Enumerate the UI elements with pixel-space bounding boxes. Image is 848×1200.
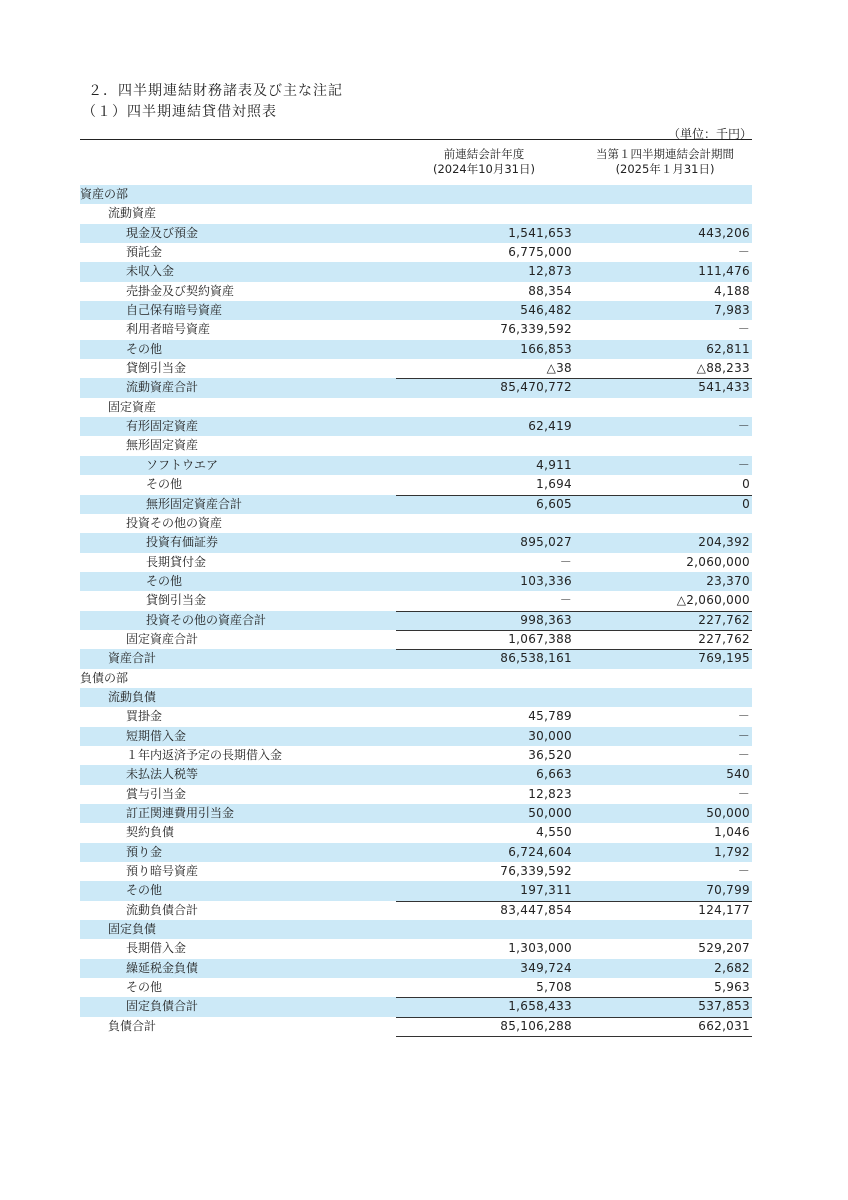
- previous-period-value: 50,000: [528, 806, 572, 820]
- column-header-previous: [396, 147, 572, 177]
- previous-period-value: 103,336: [520, 573, 572, 588]
- table-row: [80, 572, 752, 591]
- previous-period-value: 6,775,000: [508, 245, 572, 260]
- table-row: [80, 727, 752, 746]
- row-label: 固定負債合計: [126, 999, 199, 1014]
- row-label: 負債合計: [108, 1018, 157, 1033]
- current-period-value: 50,000: [706, 806, 750, 820]
- current-period-value: 1,792: [714, 844, 750, 859]
- table-row: [80, 901, 752, 920]
- current-period-value: 124,177: [698, 902, 750, 917]
- row-label: 利用者暗号資産: [126, 322, 211, 337]
- current-period-value: 443,206: [698, 225, 750, 240]
- row-label: 長期借入金: [126, 941, 187, 956]
- column-header-current-title: 当第１四半期連結会計期間: [596, 147, 734, 161]
- current-period-value: 769,195: [698, 651, 750, 666]
- current-period-value: 1,046: [714, 825, 750, 840]
- row-label: 投資その他の資産: [126, 515, 223, 530]
- table-row: [80, 630, 752, 649]
- current-period-value: 529,207: [698, 941, 750, 956]
- previous-period-value: 30,000: [528, 728, 572, 743]
- table-row: [80, 997, 752, 1016]
- table-row: [80, 185, 752, 204]
- table-row: [80, 765, 752, 784]
- previous-period-value: 1,067,388: [508, 631, 572, 646]
- table-row: [80, 475, 752, 494]
- table-row: [80, 920, 752, 939]
- current-period-value: 227,762: [698, 631, 750, 646]
- row-label: 固定資産: [108, 399, 157, 414]
- previous-period-value: 62,419: [528, 419, 572, 434]
- row-label: その他: [126, 980, 163, 995]
- row-label: 流動資産: [108, 206, 157, 221]
- table-row: [80, 320, 752, 339]
- row-label: 資産合計: [108, 651, 157, 666]
- current-period-value: △2,060,000: [676, 593, 750, 608]
- table-row: [80, 862, 752, 881]
- current-period-value: 0: [742, 477, 750, 492]
- row-label: 無形固定資産: [126, 438, 199, 453]
- unit-label: （単位：千円）: [667, 127, 752, 141]
- previous-period-value: 6,663: [536, 767, 572, 782]
- table-row: [80, 649, 752, 668]
- column-header-current-date: (2025年１月31日): [615, 162, 715, 176]
- previous-period-value: 85,106,288: [500, 1018, 572, 1033]
- row-label: その他: [126, 341, 163, 356]
- row-label: その他: [126, 883, 163, 898]
- section-heading: ２．四半期連結財務諸表及び主な注記: [88, 83, 343, 99]
- table-row: [80, 224, 752, 243]
- row-label: 自己保有暗号資産: [126, 303, 223, 318]
- previous-period-value: 197,311: [520, 883, 572, 898]
- table-row: [80, 456, 752, 475]
- table-row: [80, 688, 752, 707]
- table-row: [80, 204, 752, 223]
- previous-period-value: －: [559, 554, 572, 569]
- previous-period-value: 76,339,592: [500, 864, 572, 879]
- table-row: [80, 746, 752, 765]
- table-row: [80, 262, 752, 281]
- table-row: [80, 243, 752, 262]
- table-row: [80, 282, 752, 301]
- previous-period-value: 998,363: [520, 612, 572, 627]
- row-label: 預託金: [126, 245, 163, 260]
- table-row: [80, 301, 752, 320]
- previous-period-value: 76,339,592: [500, 322, 572, 337]
- table-row: [80, 533, 752, 552]
- table-row: [80, 881, 752, 900]
- table-row: [80, 359, 752, 378]
- previous-period-value: 45,789: [528, 709, 572, 724]
- row-label: 負債の部: [80, 670, 129, 685]
- column-header-previous-title: 前連結会計年度: [443, 147, 525, 161]
- column-header-previous-date: (2024年10月31日): [432, 162, 535, 176]
- table-row: [80, 340, 752, 359]
- current-period-value: －: [737, 747, 750, 762]
- current-period-value: 23,370: [706, 573, 750, 588]
- row-label: 投資その他の資産合計: [146, 612, 267, 627]
- previous-period-value: △38: [546, 361, 572, 376]
- table-row: [80, 939, 752, 958]
- previous-period-value: 5,708: [536, 980, 572, 995]
- current-period-value: 7,983: [714, 303, 750, 318]
- balance-sheet-table: [80, 185, 752, 1036]
- column-header-current: [578, 147, 752, 177]
- row-label: 固定資産合計: [126, 631, 199, 646]
- table-row: [80, 378, 752, 397]
- previous-period-value: 83,447,854: [500, 902, 572, 917]
- row-label: 預り金: [126, 844, 163, 859]
- table-row: [80, 417, 752, 436]
- row-label: 流動負債合計: [126, 902, 199, 917]
- table-row: [80, 553, 752, 572]
- table-row: [80, 591, 752, 610]
- previous-period-value: 546,482: [520, 303, 572, 318]
- current-period-value: △88,233: [696, 361, 750, 376]
- current-period-value: 2,060,000: [686, 554, 750, 569]
- current-period-value: －: [737, 457, 750, 472]
- row-label: 売掛金及び契約資産: [126, 283, 235, 298]
- row-label: ソフトウエア: [146, 457, 219, 472]
- row-label: 預り暗号資産: [126, 864, 199, 879]
- row-label: 未収入金: [126, 264, 175, 279]
- previous-period-value: 88,354: [528, 283, 572, 298]
- row-label: 短期借入金: [126, 728, 187, 743]
- previous-period-value: 349,724: [520, 960, 572, 975]
- current-period-value: 204,392: [698, 535, 750, 550]
- current-period-value: －: [737, 864, 750, 879]
- row-label: 流動資産合計: [126, 380, 199, 395]
- row-label: その他: [146, 573, 183, 588]
- current-period-value: 62,811: [706, 341, 750, 356]
- current-period-value: －: [737, 728, 750, 743]
- previous-period-value: －: [559, 593, 572, 608]
- previous-period-value: 4,911: [536, 457, 572, 472]
- current-period-value: 227,762: [698, 612, 750, 627]
- table-row: [80, 959, 752, 978]
- current-period-value: 5,963: [714, 980, 750, 995]
- previous-period-value: 4,550: [536, 825, 572, 840]
- row-label: 買掛金: [126, 709, 163, 724]
- table-row: [80, 843, 752, 862]
- current-period-value: －: [737, 245, 750, 260]
- current-period-value: 70,799: [706, 883, 750, 898]
- row-label: 流動負債: [108, 689, 157, 704]
- previous-period-value: 12,823: [528, 786, 572, 801]
- previous-period-value: 86,538,161: [500, 651, 572, 666]
- previous-period-value: 1,658,433: [508, 999, 572, 1014]
- table-heading: （１）四半期連結貸借対照表: [82, 104, 277, 120]
- row-label: 未払法人税等: [126, 767, 199, 782]
- previous-period-value: 895,027: [520, 535, 572, 550]
- table-row: [80, 495, 752, 514]
- row-label: その他: [146, 477, 183, 492]
- row-label: 有形固定資産: [126, 419, 199, 434]
- row-label: 無形固定資産合計: [146, 496, 243, 511]
- row-label: 固定負債: [108, 922, 157, 937]
- table-row: [80, 707, 752, 726]
- row-label: 長期貸付金: [146, 554, 207, 569]
- previous-period-value: 85,470,772: [500, 380, 572, 395]
- current-period-value: －: [737, 786, 750, 801]
- row-label: 契約負債: [126, 825, 175, 840]
- current-period-value: 2,682: [714, 960, 750, 975]
- previous-period-value: 1,694: [536, 477, 572, 492]
- current-period-value: 4,188: [714, 283, 750, 298]
- current-period-value: 662,031: [698, 1018, 750, 1033]
- table-row: [80, 611, 752, 630]
- table-row: [80, 669, 752, 688]
- table-row: [80, 398, 752, 417]
- table-row: [80, 978, 752, 997]
- table-row: [80, 1017, 752, 1036]
- row-label: 投資有価証券: [146, 535, 219, 550]
- row-label: 繰延税金負債: [126, 960, 199, 975]
- row-label: 貸倒引当金: [146, 593, 207, 608]
- row-label: 現金及び預金: [126, 225, 199, 240]
- previous-period-value: 6,605: [536, 496, 572, 511]
- current-period-value: －: [737, 419, 750, 434]
- current-period-value: －: [737, 709, 750, 724]
- previous-period-value: 166,853: [520, 341, 572, 356]
- table-row: [80, 785, 752, 804]
- table-row: [80, 436, 752, 455]
- row-label: 賞与引当金: [126, 786, 187, 801]
- row-label: 貸倒引当金: [126, 361, 187, 376]
- table-top-rule: [80, 139, 752, 140]
- row-label: １年内返済予定の長期借入金: [126, 747, 283, 762]
- previous-period-value: 36,520: [528, 747, 572, 762]
- row-label: 資産の部: [80, 187, 129, 201]
- previous-period-value: 6,724,604: [508, 844, 572, 859]
- current-period-value: 111,476: [698, 264, 750, 279]
- table-row: [80, 804, 752, 823]
- current-period-value: 541,433: [698, 380, 750, 395]
- current-period-value: 0: [742, 496, 750, 511]
- previous-period-value: 12,873: [528, 264, 572, 279]
- current-period-value: 537,853: [698, 999, 750, 1014]
- table-row: [80, 823, 752, 842]
- previous-period-value: 1,303,000: [508, 941, 572, 956]
- row-label: 訂正関連費用引当金: [126, 806, 235, 820]
- current-period-value: 540: [726, 767, 750, 782]
- current-period-value: －: [737, 322, 750, 337]
- table-row: [80, 514, 752, 533]
- previous-period-value: 1,541,653: [508, 225, 572, 240]
